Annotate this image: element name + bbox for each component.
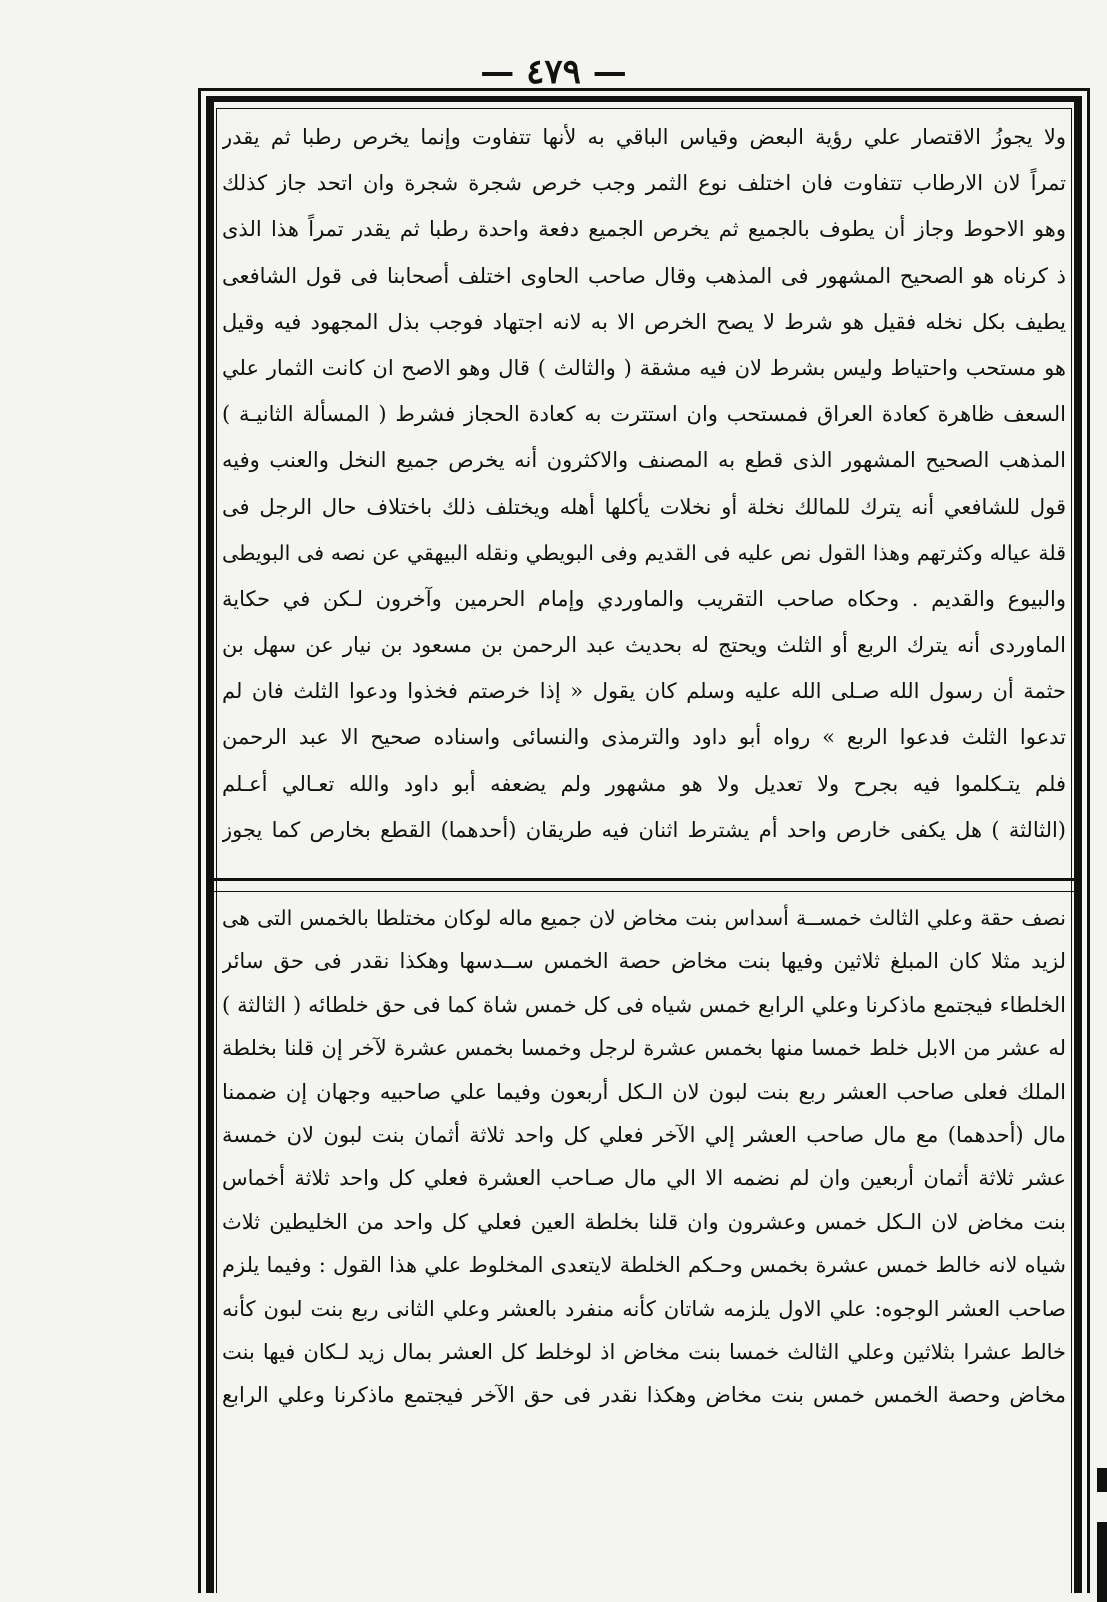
text-line: الملك فعلى صاحب العشر ربع بنت لبون لان الـكل أربعون وفيما علي صاحبيه وجهان إن ضممنا (222, 1079, 1066, 1104)
text-line: ولا يجوزُ الاقتصار علي رؤية البعض وقياس الباقي به لأنها تتفاوت وإنما يخرص رطبا ثم يقدر (222, 125, 1066, 149)
text-line: مال (أحدهما) مع مال صاحب العشر إلي الآخر فعلي كل واحد ثلاثة أثمان بنت لبون لان خمسة (222, 1122, 1066, 1147)
text-line: والبيوع والقديم . وحكاه صاحب التقريب والماوردي وإمام الحرمين وآخرون لـكن في حكاية (222, 586, 1066, 611)
text-line: عشر ثلاثة أثمان أربعين وان لم نضمه الا الي مال صـاحب العشرة فعلي كل واحد ثلاثة أخماس (222, 1166, 1066, 1191)
main-text (222, 114, 1066, 853)
text-line: (الثالثة ) هل يكفى خارص واحد أم يشترط اثنان فيه طريقان (أحدهما) القطع بخارص كما يجوز (222, 817, 1066, 842)
text-line: تمراً لان الارطاب تتفاوت فان اختلف نوع الثمر وجب خرص شجرة شجرة وان اتحد جاز كذلك (222, 171, 1066, 196)
text-line: مخاض وحصة الخمس خمس بنت مخاض وهكذا نقدر فى حق الآخر فيجتمع ماذكرنا وعلي الرابع (222, 1383, 1066, 1408)
commentary-text (222, 897, 1066, 1418)
text-line: الماوردى أنه يترك الربع أو الثلث ويحتج له بحديث عبد الرحمن بن مسعود بن نيار عن سهل بن (222, 633, 1066, 658)
text-line: صاحب العشر الوجوه: علي الاول يلزمه شاتان كأنه منفرد بالعشر وعلي الثانى ربع بنت لبون كأنه (222, 1296, 1066, 1321)
text-line: بنت مخاض لان الـكل خمس وعشرون وان قلنا بخلطة العين فعلي كل واحد من الخليطين ثلاث (222, 1209, 1066, 1234)
text-line: السعف ظاهرة كعادة العراق فمستحب وان استترت به كعادة الحجاز فشرط ( المسألة الثانيـة ) (222, 402, 1066, 427)
scan-edge-mark (1097, 1468, 1107, 1492)
section-divider (206, 878, 1082, 892)
text-line: لزيد مثلا كان المبلغ ثلاثين وفيها بنت مخاض حصة الخمس ســدسها وهكذا نقدر فى حق سائر (222, 949, 1066, 974)
text-line: المذهب الصحيح المشهور الذى قطع به المصنف والاكثرون أنه يخرص جميع النخل والعنب وفيه (222, 448, 1066, 473)
page-number: — ٤٧٩ — (480, 52, 627, 92)
text-line: تدعوا الثلث فدعوا الربع » رواه أبو داود والترمذى والنسائى واسناده صحيح الا عبد الرحمن (222, 725, 1066, 750)
text-line: نصف حقة وعلي الثالث خمســة أسداس بنت مخاض لان جميع ماله لوكان مختلطا بالخمس التى هى (222, 906, 1066, 930)
text-line: حثمة أن رسول الله صـلى الله عليه وسلم كان يقول « إذا خرصتم فخذوا ودعوا الثلث فان لم (222, 679, 1066, 704)
text-line: يطيف بكل نخله فقيل هو شرط لا يصح الخرص الا به لانه اجتهاد فوجب بذل المجهود فيه وقيل (222, 309, 1066, 334)
text-line: له عشر من الابل خلط خمسا منها بخمس عشرة لرجل وخمسا بخمس عشرة لآخر إن قلنا بخلطة (222, 1036, 1066, 1061)
text-line: قلة عياله وكثرتهم وهذا القول نص عليه فى القديم وفى البويطي ونقله البيهقي عن نصه فى البويطى (222, 540, 1066, 565)
text-line: قول للشافعي أنه يترك للمالك نخلة أو نخلات يأكلها أهله ويختلف ذلك باختلاف حال الرجل فى (222, 494, 1066, 519)
text-line: الخلطاء فيجتمع ماذكرنا وعلي الرابع خمس شياه فى كل خمس شاة كما فى حق خلطائه ( الثالثة ) (222, 992, 1066, 1017)
text-line: وهو الاحوط وجاز أن يطوف بالجميع ثم يخرص الجميع دفعة واحدة رطبا ثم يقدر تمراً هذا الذى (222, 217, 1066, 242)
text-line: ذ كرناه هو الصحيح المشهور فى المذهب وقال صاحب الحاوى اختلف أصحابنا فى قول الشافعى (222, 263, 1066, 288)
text-line: خالط عشرا بثلاثين وعلي الثالث خمسا بنت مخاض اذ لوخلط كل العشر بمال زيد لـكان فيها بنت (222, 1339, 1066, 1364)
text-line: هو مستحب واحتياط وليس بشرط لان فيه مشقة ( والثالث ) قال وهو الاصح ان كانت الثمار علي (222, 355, 1066, 380)
text-line: فلم يتـكلموا فيه بجرح ولا تعديل ولا هو مشهور ولم يضعفه أبو داود والله تعـالي أعـلم (222, 771, 1066, 796)
text-line: شياه لانه خالط خمس عشرة بخمس وحـكم الخلطة لايتعدى المخلوط علي هذا القول : وفيما يلزم (222, 1253, 1066, 1278)
scan-edge-mark (1097, 1522, 1107, 1602)
